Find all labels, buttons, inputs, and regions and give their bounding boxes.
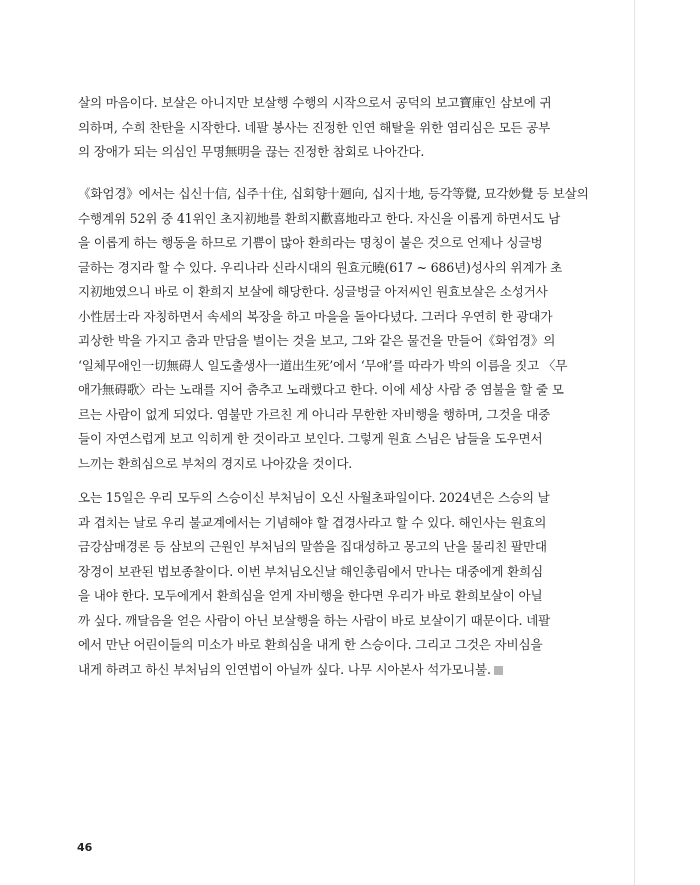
text-line: 과 겹치는 날로 우리 불교계에서는 기념해야 할 겹경사라고 할 수 있다. 해인사는 원효의	[78, 514, 547, 530]
text-line: 《화엄경》에서는 십신十信, 십주十住, 십회향十廻向, 십지十地, 등각等覺, 묘각妙覺 등 보살의	[78, 186, 589, 201]
text-line: 지初地였으니 바로 이 환희지 보살에 해당한다. 싱글벙글 아저씨인 원효보살은 소성거사	[78, 284, 548, 299]
text-line: 글하는 경지라 할 수 있다. 우리나라 신라시대의 원효元曉(617 ~ 686년)성사의 위계가 초	[78, 259, 563, 275]
text-line: 르는 사람이 없게 되었다. 염불만 가르친 게 아니라 무한한 자비행을 행하며, 그것을 대중	[78, 406, 551, 422]
text-line: 까 싶다. 깨달음을 얻은 사람이 아닌 보살행을 하는 사람이 바로 보살이기 때문이다. 네팔	[78, 612, 551, 628]
paragraph-3	[78, 486, 560, 682]
text-line: 을 내야 한다. 모두에게서 환희심을 얻게 자비행을 한다면 우리가 바로 환희보살이 아닐	[78, 588, 543, 603]
text-line: 小性居士라 자칭하면서 속세의 복장을 하고 마을을 돌아다녔다. 그러다 우연히 한 광대가	[78, 308, 553, 324]
text-line: 수행계위 52위 중 41위인 초지初地를 환희지歡喜地라고 한다. 자신을 이롭게 하면서도 남	[78, 210, 561, 226]
page-number: 46	[77, 841, 93, 854]
text-line: 의 장애가 되는 의심인 무명無明을 끊는 진정한 참회로 나아간다.	[78, 144, 425, 159]
text-line: 애가無碍歌〉라는 노래를 지어 춤추고 노래했다고 한다. 이에 세상 사람 중 염불을 할 줄 모	[78, 382, 564, 397]
text-line: 의하며, 수희 찬탄을 시작한다. 네팔 봉사는 진정한 인연 해탈을 위한 염리심은 모든 공부	[78, 119, 551, 135]
paragraph-1	[78, 91, 560, 165]
text-line: 장경이 보관된 법보종찰이다. 이번 부처님오신날 해인총림에서 만나는 대중에게 환희심	[78, 563, 543, 579]
text-line: 괴상한 박을 가지고 춤과 만담을 벌이는 것을 보고, 그와 같은 물건을 만들어《화엄경》의	[78, 333, 556, 348]
text-line: ‘일체무애인一切無碍人 일도출생사一道出生死’에서 ‘무애’를 따라가 박의 이름을 짓고 〈무	[78, 357, 568, 373]
text-line: 을 이롭게 하는 행동을 하므로 기쁨이 많아 환희라는 명칭이 붙은 것으로 언제나 싱글벙	[78, 235, 543, 250]
paragraph-2	[78, 182, 589, 476]
text-line: 살의 마음이다. 보살은 아니지만 보살행 수행의 시작으로서 공덕의 보고寶庫인 삼보에 귀	[78, 95, 552, 110]
page-edge-line	[634, 0, 635, 885]
text-line: 오는 15일은 우리 모두의 스승이신 부처님이 오신 사월초파일이다. 2024년은 스승의 날	[78, 490, 550, 505]
text-line: 에서 만난 어린이들의 미소가 바로 환희심을 내게 한 스승이다. 그리고 그것은 자비심을	[78, 637, 543, 652]
end-mark-icon	[494, 666, 503, 675]
text-line: 들이 자연스럽게 보고 익히게 한 것이라고 보인다. 그렇게 원효 스님은 남들을 도우면서	[78, 431, 543, 446]
last-text-line	[78, 658, 560, 683]
text-line: 금강삼매경론 등 삼보의 근원인 부처님의 말씀을 집대성하고 몽고의 난을 물리친 팔만대	[78, 539, 547, 554]
last-line-text: 내게 하려고 하신 부처님의 인연법이 아닐까 싶다. 나무 시아본사 석가모니불.	[78, 661, 491, 677]
text-line: 느끼는 환희심으로 부처의 경지로 나아갔을 것이다.	[78, 455, 353, 471]
